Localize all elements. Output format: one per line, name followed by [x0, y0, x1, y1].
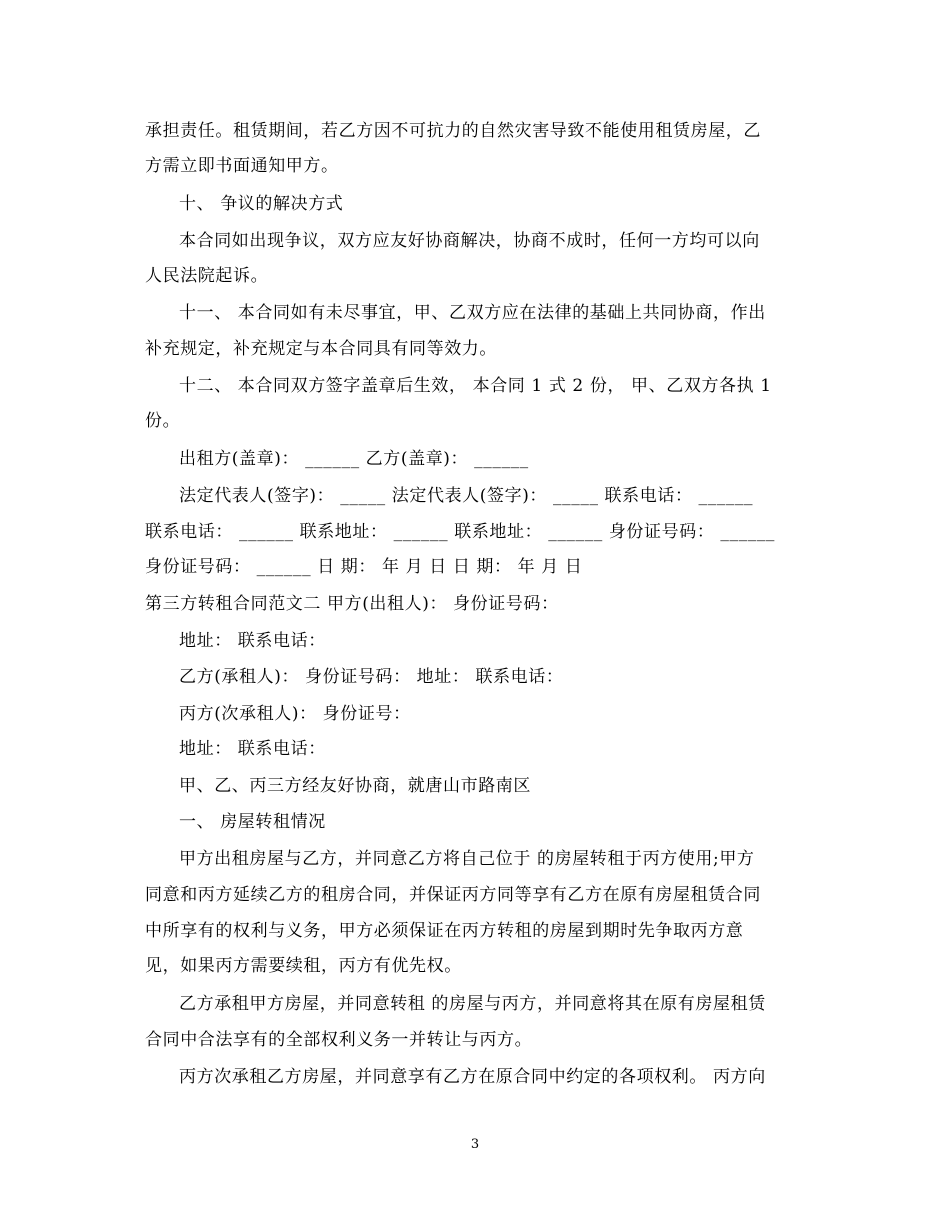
text-line: 中所享有的权利与义务，甲方必须保证在丙方转租的房屋到期时先争取丙方意	[145, 921, 744, 941]
section-title: 第三方转租合同范文二 甲方(出租人)： 身份证号码：	[145, 594, 559, 614]
text-line: 同意和丙方延续乙方的租房合同，并保证丙方同等享有乙方在原有房屋租赁合同	[145, 885, 761, 905]
text-line: 乙方(承租人)： 身份证号码： 地址： 联系电话：	[179, 667, 564, 687]
signature-line: 法定代表人(签字)： _____ 法定代表人(签字)： _____ 联系电话： ______	[179, 486, 754, 506]
text-line: 补充规定，补充规定与本合同具有同等效力。	[145, 339, 497, 359]
text-line: 合同中合法享有的全部权利义务一并转让与丙方。	[145, 1030, 533, 1050]
signature-line: 出租方(盖章)： ______ 乙方(盖章)： ______	[179, 449, 529, 469]
signature-line: 联系电话： ______ 联系地址： ______ 联系地址： ______ 身份证号码： ______	[145, 522, 776, 542]
text-line: 甲方出租房屋与乙方，并同意乙方将自己位于 的房屋转租于丙方使用;甲方	[179, 849, 755, 869]
signature-line: 身份证号码： ______ 日 期： 年 月 日 日 期： 年 月 日	[145, 557, 583, 577]
text-line: 承担责任。租赁期间，若乙方因不可抗力的自然灾害导致不能使用租赁房屋，乙	[145, 121, 761, 141]
text-line: 地址： 联系电话：	[179, 631, 326, 651]
text-line: 方需立即书面通知甲方。	[145, 156, 339, 176]
text-line: 丙方次承租乙方房屋，并同意享有乙方在原合同中约定的各项权利。 丙方向	[179, 1067, 766, 1087]
section-heading: 一、 房屋转租情况	[179, 812, 326, 832]
section-heading: 十、 争议的解决方式	[179, 194, 344, 214]
text-line: 地址： 联系电话：	[179, 739, 326, 759]
page-number: 3	[470, 1137, 480, 1152]
text-line: 十一、 本合同如有未尽事宜，甲、乙双方应在法律的基础上共同协商，作出	[179, 303, 766, 323]
text-line: 见，如果丙方需要续租，丙方有优先权。	[145, 956, 462, 976]
text-line: 份。	[145, 411, 181, 431]
text-line: 丙方(次承租人)： 身份证号：	[179, 704, 411, 724]
text-line: 本合同如出现争议，双方应友好协商解决，协商不成时，任何一方均可以向	[179, 231, 760, 251]
text-line: 人民法院起诉。	[145, 266, 269, 286]
text-line: 十二、 本合同双方签字盖章后生效， 本合同 1 式 2 份， 甲、乙双方各执 1	[179, 376, 772, 396]
text-line: 乙方承租甲方房屋，并同意转租 的房屋与丙方，并同意将其在原有房屋租赁	[179, 994, 766, 1014]
text-line: 甲、乙、丙三方经友好协商，就唐山市路南区	[179, 776, 531, 796]
